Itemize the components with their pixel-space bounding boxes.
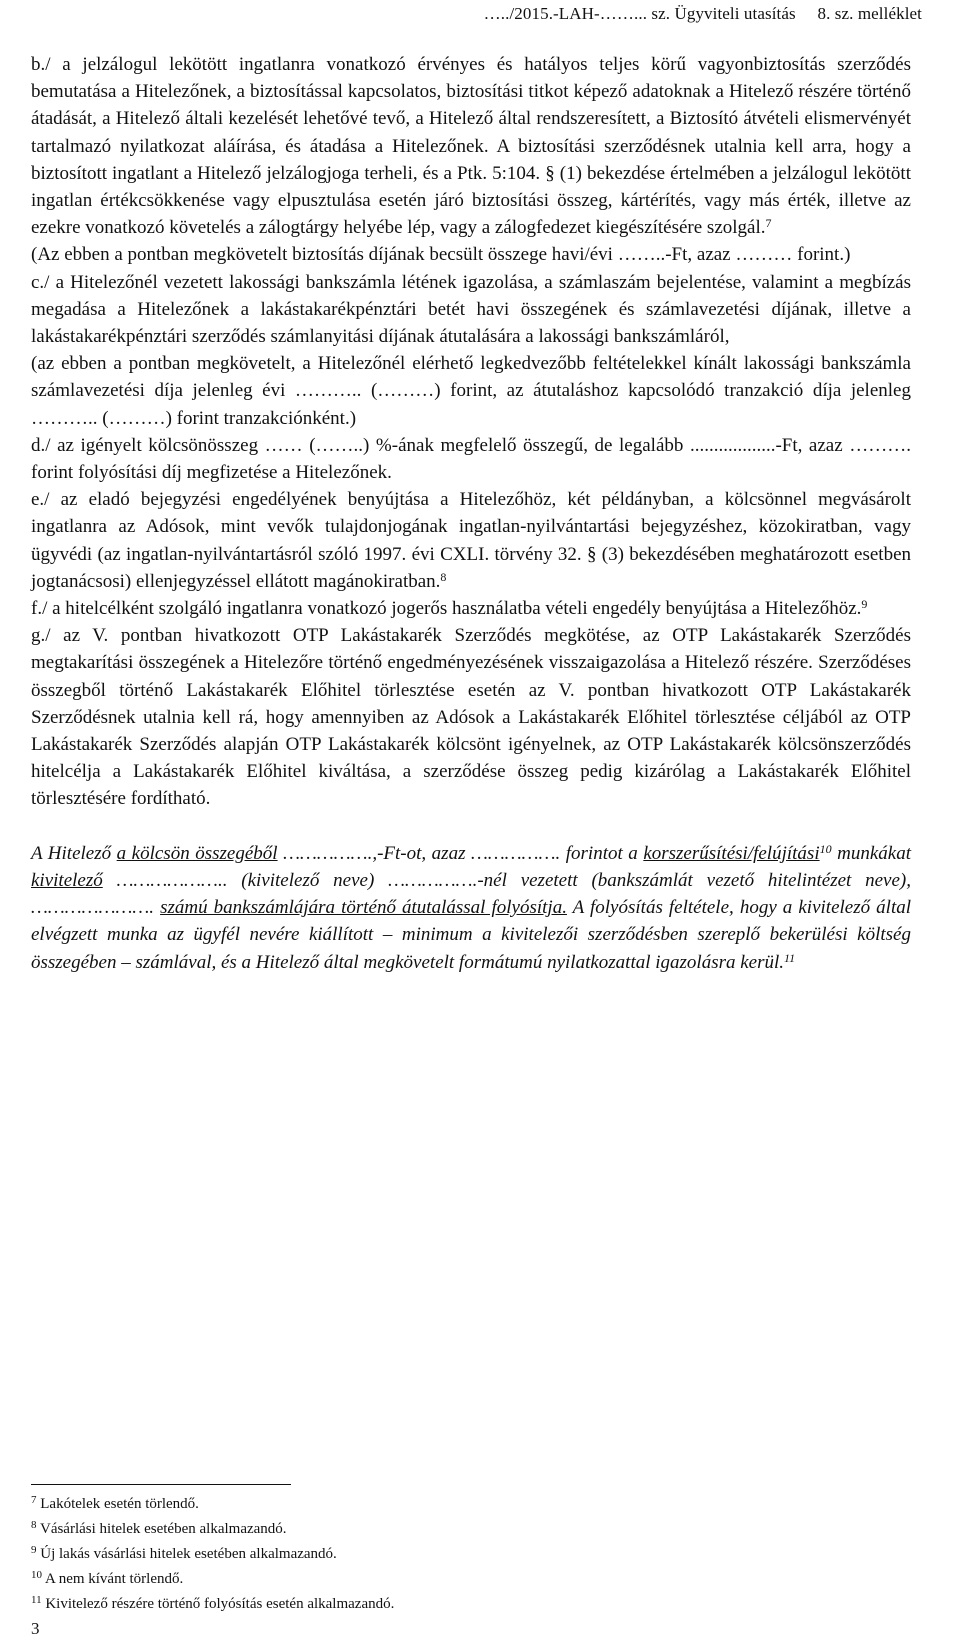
paragraph-gap: [31, 813, 911, 840]
footnotes: [31, 1492, 911, 1617]
footnote-text: Lakótelek esetén törlendő.: [40, 1496, 199, 1512]
paragraph-c: c./ a Hitelezőnél vezetett lakossági bankszámla létének igazolása, a számlaszám bejelentése, valamint a megbízás megadása a Hitelezőnek a lakástakarékpénztári betét havi összegének és számlavezetési díjának, illetve a lakástakarékpénztári szerződés számlanyitási díjának átutalására a lakossági bankszámláról,: [31, 271, 911, 348]
disb-part-5: A folyósítás feltétele, hogy a kivitelező által elvégzett munka az ügyfél nevére kiállított – minimum a kivitelezői szerződésben szereplő bekerülési költség összegében – számlával, és a Hitelező által megkövetelt formátumú nyilatkozattal igazolásra kerül.: [31, 897, 911, 973]
footnote-text: Vásárlási hitelek esetében alkalmazandó.: [39, 1521, 287, 1537]
footnote-number: 8: [31, 1519, 37, 1531]
footnote-number: 10: [31, 1569, 42, 1581]
paragraph-g: g./ az V. pontban hivatkozott OTP Lakástakarék Szerződés megkötése, az OTP Lakástakarék Szerződés megtakarítási összegének a Hitelezőre történő engedményezésének visszaigazolása a Hitelező részére. Szerződéses összegből történő Lakástakarék Előhitel törlesztése esetén az V. pontban hivatkozott OTP Lakástakarék Szerződésnek utalnia kell rá, hogy amennyiben az Adósok a Lakástakarék Előhitel törlesztése céljából az OTP Lakástakarék Szerződés alapján OTP Lakástakarék kölcsönt igényelnek, az OTP Lakástakarék kölcsönszerződés hitelcélja a Lakástakarék Előhitel kiváltása, a szerződése összeg pedig kizárólag a Lakástakarék Előhitel törlesztésére fordítható.: [31, 625, 911, 810]
footnote-ref-8: 8: [440, 569, 447, 584]
disb-part-4-underlined: számú bankszámlájára történő átutalással folyósítja.: [160, 897, 567, 919]
paragraph-e: [31, 486, 911, 595]
footnote-ref-7: 7: [765, 216, 772, 231]
footnote-ref-10: 10: [819, 841, 832, 856]
footnote-number: 7: [31, 1494, 37, 1506]
paragraph-f: [31, 595, 911, 622]
paragraph-b-note: (Az ebben a pontban megkövetelt biztosítás díjának becsült összege havi/évi ……..-Ft, azaz ……… forint.): [31, 244, 851, 266]
page-header: …../2015.-LAH-……... sz. Ügyviteli utasítás 8. sz. melléklet: [483, 4, 922, 23]
paragraph-c-note: (az ebben a pontban megkövetelt, a Hitelezőnél elérhető legkedvezőbb feltételekkel kínált lakossági bankszámla számlavezetési díja jelenleg évi ……….. (………) forint, az átutaláshoz kapcsolódó tranzakció díja jelenleg ……….. (………) forint tranzakciónként.): [31, 353, 911, 429]
paragraph-b-text: b./ a jelzálogul lekötött ingatlanra vonatkozó érvényes és hatályos teljes körű vagyonbiztosítás szerződés bemutatása a Hitelezőnek, a biztosítással kapcsolatos, biztosítási titkot képező adatoknak a Hitelező részére történő átadását, a Hitelező általi kezelését lehetővé tevő, a Hitelező által rendszeresített, a Biztosító átvételi elismervényét tartalmazó nyilatkozat aláírása, és átadása a Hitelezőnek. A biztosítási szerződésnek utalnia kell arra, hogy a biztosított ingatlant a Hitelező jelzálogjoga terheli, és a Ptk. 5:104. § (1) bekezdése értelmében a jelzálogul lekötött ingatlan értékcsökkenése vagy elpusztulása esetén járó biztosítási összeg, kártérítés, vagy más érték, illetve az ezekre vonatkozó követelés a zálogtárgy helyébe lép, vagy a zálogfedezet kiegészítésére szolgál.: [31, 54, 911, 239]
footnote-separator: [31, 1484, 291, 1485]
paragraph-f-text: f./ a hitelcélként szolgáló ingatlanra vonatkozó jogerős használatba vételi engedély benyújtása a Hitelezőhöz.: [31, 598, 862, 620]
footnote-8: [31, 1517, 911, 1542]
footnote-ref-9: 9: [861, 597, 868, 612]
footnote-9: [31, 1542, 911, 1567]
paragraph-e-text: e./ az eladó bejegyzési engedélyének benyújtása a Hitelezőhöz, két példányban, a kölcsönnel megvásárolt ingatlanra az Adósok, mint vevők tulajdonjogának ingatlan-nyilvántartási bejegyzéshez, közokiratban, vagy ügyvédi (az ingatlan-nyilvántartásról szóló 1997. évi CXLI. törvény 32. § (3) bekezdésében meghatározott esetben jogtanácsosi) ellenjegyzéssel ellátott magánokiratban.: [31, 489, 911, 592]
disb-part-3: munkákat: [831, 842, 911, 864]
paragraph-b: [31, 51, 911, 241]
disb-part-3-underlined: kivitelező: [31, 869, 103, 891]
footnote-7: [31, 1492, 911, 1517]
document-body: [31, 51, 911, 976]
disb-part-1-underlined: a kölcsön összegéből: [116, 842, 278, 864]
paragraph-d: d./ az igényelt kölcsönösszeg …… (……..) %-ának megfelelő összegű, de legalább ..................-Ft, azaz ………. forint folyósítási díj megfizetése a Hitelezőnek.: [31, 434, 911, 484]
page-number: 3: [31, 1619, 40, 1638]
footnote-11: [31, 1592, 911, 1617]
disb-part-1: A Hitelező: [31, 842, 117, 864]
footnote-10: [31, 1567, 911, 1592]
disb-part-2-underlined: korszerűsítési/felújítási: [643, 842, 820, 864]
paragraph-disbursement: [31, 840, 911, 976]
footnote-ref-11: 11: [784, 950, 796, 965]
footnote-number: 9: [31, 1544, 37, 1556]
footnote-text: A nem kívánt törlendő.: [44, 1571, 184, 1587]
disb-part-4: ……………….. (kivitelező neve) …………….-nél vezetett (bankszámlát vezető hitelintézet neve), ………………….: [31, 869, 911, 919]
disb-part-2: …………….,-Ft-ot, azaz ……………. forintot a: [277, 842, 644, 864]
footnote-text: Kivitelező részére történő folyósítás esetén alkalmazandó.: [45, 1596, 395, 1612]
footnote-number: 11: [31, 1594, 42, 1606]
footnote-text: Új lakás vásárlási hitelek esetében alkalmazandó.: [40, 1546, 337, 1562]
